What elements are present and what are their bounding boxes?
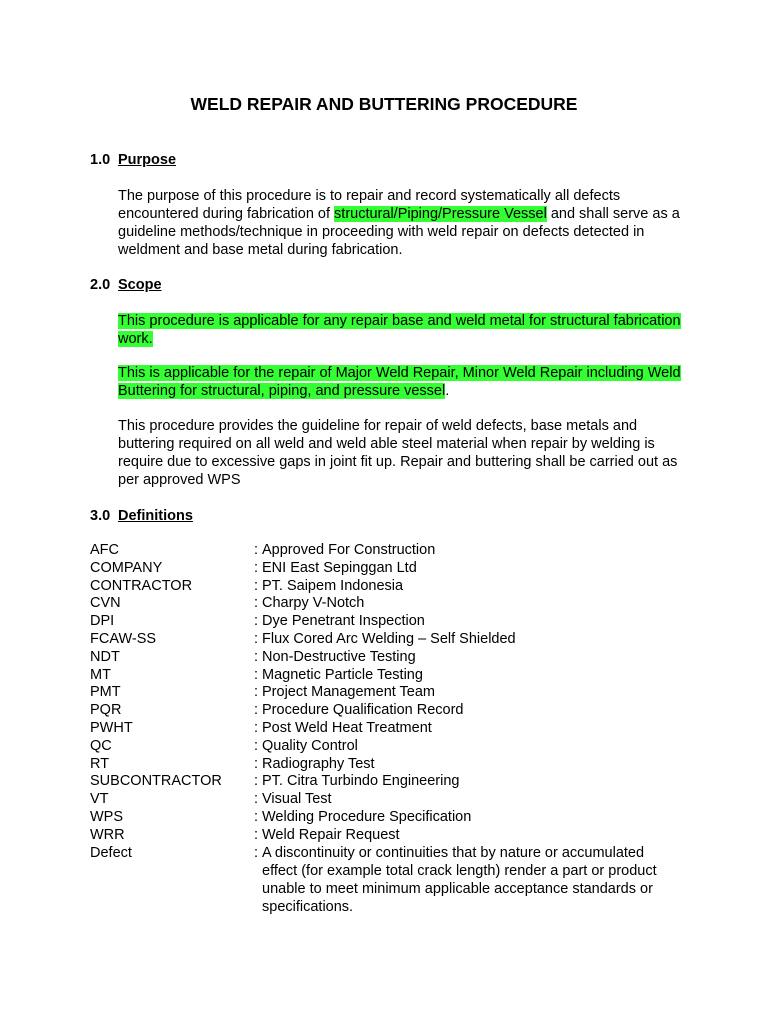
scope-paragraph-3: This procedure provides the guideline for repair of weld defects, base metals and buttering required on all weld and weld able steel material when repair by welding is require due to excessive gaps in joint fit up. Repair and buttering shall be carried out as per approved WPS xyxy=(118,418,678,488)
definitions-list xyxy=(90,541,690,916)
purpose-highlight: structural/Piping/Pressure Vessel xyxy=(334,206,547,222)
definition-term: SUBCONTRACTOR xyxy=(90,773,222,790)
definition-meaning: Radiography Test xyxy=(262,755,375,772)
definition-separator: : xyxy=(254,684,259,701)
definition-term: NDT xyxy=(90,648,120,665)
definition-separator: : xyxy=(254,542,259,558)
definition-term: PQR xyxy=(90,702,122,719)
definition-separator: : xyxy=(254,595,259,612)
definition-separator: : xyxy=(254,666,259,683)
definition-meaning: Visual Test xyxy=(262,791,332,808)
section-label: Definitions xyxy=(118,508,193,524)
definition-term: WPS xyxy=(90,808,124,825)
definition-row xyxy=(90,630,690,648)
definition-term: CVN xyxy=(90,595,121,612)
definition-separator: : xyxy=(254,791,259,808)
definition-separator: : xyxy=(254,702,259,719)
definition-term: DPI xyxy=(90,613,115,630)
definition-term: COMPANY xyxy=(90,559,163,576)
definition-row xyxy=(90,701,690,719)
definition-separator: : xyxy=(254,844,259,861)
definition-meaning: Project Management Team xyxy=(262,684,436,701)
definition-separator: : xyxy=(254,577,259,594)
definition-term: WRR xyxy=(90,826,125,843)
definition-meaning: Quality Control xyxy=(262,737,358,754)
section-label: Purpose xyxy=(118,152,177,168)
definition-term: PWHT xyxy=(90,719,133,736)
purpose-paragraph xyxy=(118,187,688,259)
section-heading-definitions xyxy=(90,507,193,525)
definition-term: Defect xyxy=(90,844,132,861)
definition-separator: : xyxy=(254,719,259,736)
definition-term: CONTRACTOR xyxy=(90,577,193,594)
definition-row xyxy=(90,826,690,844)
definition-meaning: Flux Cored Arc Welding – Self Shielded xyxy=(262,630,516,647)
definition-term: PMT xyxy=(90,684,121,701)
definition-row xyxy=(90,772,690,790)
definition-meaning: Welding Procedure Specification xyxy=(262,808,472,825)
definition-row xyxy=(90,541,690,559)
definition-meaning: PT. Saipem Indonesia xyxy=(262,577,404,594)
section-number: 3.0 xyxy=(90,508,111,524)
purpose-text-end: and shall serve as a guideline methods/technique in proceeding with weld repair on defects detected in weldment and base metal during fabrication. xyxy=(118,206,680,258)
definition-row xyxy=(90,594,690,612)
section-heading-scope xyxy=(90,276,162,294)
section-number: 2.0 xyxy=(90,277,111,293)
definition-row xyxy=(90,559,690,577)
definition-separator: : xyxy=(254,630,259,647)
definition-row xyxy=(90,755,690,773)
scope-paragraph-1 xyxy=(118,312,688,348)
definition-separator: : xyxy=(254,755,259,772)
definition-meaning: Approved For Construction xyxy=(262,542,436,558)
section-heading-purpose xyxy=(90,151,176,169)
definition-separator: : xyxy=(254,648,259,665)
definition-meaning: Post Weld Heat Treatment xyxy=(262,719,432,736)
definition-row xyxy=(90,737,690,755)
definition-meaning: Dye Penetrant Inspection xyxy=(262,613,425,630)
definition-term: MT xyxy=(90,666,111,683)
definition-term: VT xyxy=(90,791,109,808)
section-label: Scope xyxy=(118,277,162,293)
definition-row xyxy=(90,683,690,701)
definition-row xyxy=(90,577,690,595)
definition-term: FCAW-SS xyxy=(90,630,157,647)
definition-term: RT xyxy=(90,755,110,772)
scope-paragraph-2-tail: . xyxy=(445,383,450,399)
definition-meaning: A discontinuity or continuities that by nature or accumulated effect (for example total crack length) render a part or product unable to meet minimum applicable acceptance standards or specifications. xyxy=(262,844,657,915)
definition-separator: : xyxy=(254,737,259,754)
document-title: WELD REPAIR AND BUTTERING PROCEDURE xyxy=(190,94,578,114)
definition-row xyxy=(90,666,690,684)
definition-separator: : xyxy=(254,613,259,630)
definition-row xyxy=(90,612,690,630)
definition-separator: : xyxy=(254,808,259,825)
definition-separator: : xyxy=(254,826,259,843)
definition-meaning: Magnetic Particle Testing xyxy=(262,666,423,683)
section-number: 1.0 xyxy=(90,152,111,168)
scope-paragraph-2 xyxy=(118,364,688,400)
scope-highlight-1: This procedure is applicable for any repair base and weld metal for structural fabrication work. xyxy=(118,313,681,347)
definition-meaning: ENI East Sepinggan Ltd xyxy=(262,559,417,576)
definition-meaning: Procedure Qualification Record xyxy=(262,702,464,719)
definition-meaning: Weld Repair Request xyxy=(262,826,400,843)
definition-term: QC xyxy=(90,737,112,754)
definition-separator: : xyxy=(254,773,259,790)
scope-highlight-2: This is applicable for the repair of Major Weld Repair, Minor Weld Repair including Weld Buttering for structural, piping, and pressure vessel xyxy=(118,365,681,399)
definition-meaning: Non-Destructive Testing xyxy=(262,648,416,665)
definition-term: AFC xyxy=(90,542,119,558)
definition-row xyxy=(90,844,690,916)
definition-separator: : xyxy=(254,559,259,576)
definition-meaning: Charpy V-Notch xyxy=(262,595,365,612)
definition-row xyxy=(90,648,690,666)
definition-row xyxy=(90,790,690,808)
definition-row xyxy=(90,719,690,737)
definition-meaning: PT. Citra Turbindo Engineering xyxy=(262,773,460,790)
purpose-text-start: The purpose of this procedure is to repair and record systematically all defects encountered during fabrication of xyxy=(118,188,621,222)
definition-row xyxy=(90,808,690,826)
